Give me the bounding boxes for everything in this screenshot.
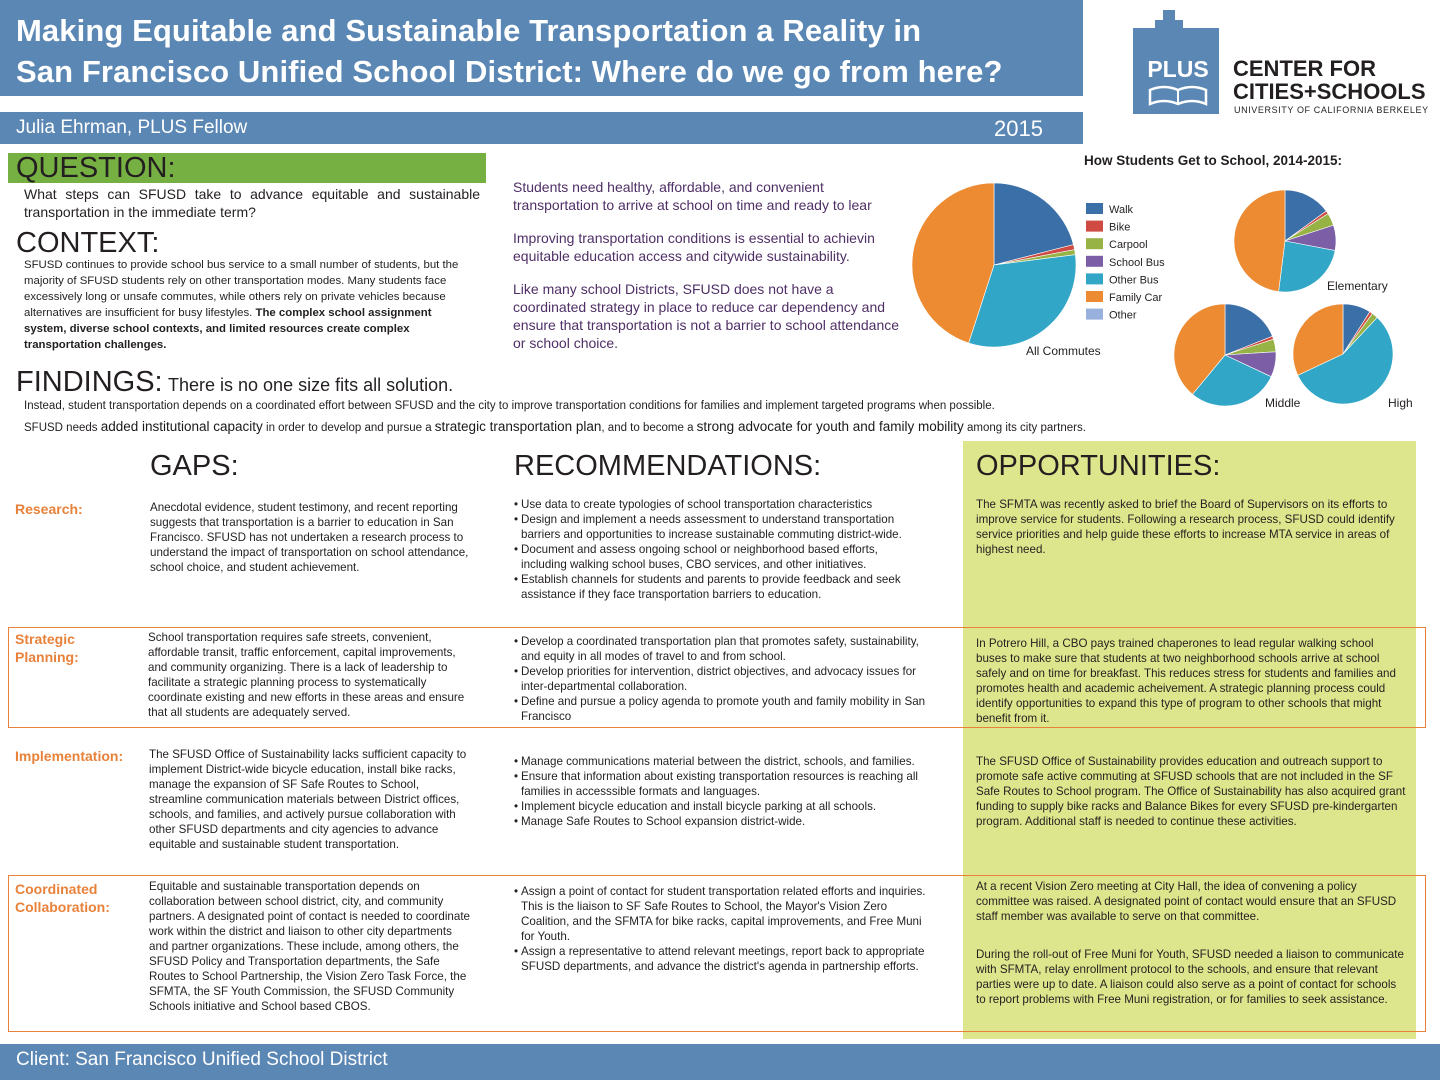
rec-item: • Develop priorities for intervention, district objectives, and advocacy issues for inter-departmental collaboration. xyxy=(514,664,926,694)
legend-label-school-bus: School Bus xyxy=(1109,256,1165,269)
rec-item: • Document and assess ongoing school or neighborhood based efforts, including walking school buses, CBO services, and other initiatives. xyxy=(514,542,926,572)
opp-research: The SFMTA was recently asked to brief the Board of Supervisors on its efforts to improve service for students. Following a research process, SFUSD could identify service priorities and help guide these efforts to increase MTA service in areas of highest need. xyxy=(976,498,1395,556)
findings-emphasis-plan: strategic transportation plan xyxy=(434,419,602,434)
legend-label-other: Other xyxy=(1109,309,1137,322)
legend-label-walk: Walk xyxy=(1109,204,1134,216)
findings-emphasis-advocate: strong advocate for youth and family mobility xyxy=(696,419,964,434)
gap-implementation: The SFUSD Office of Sustainability lacks sufficient capacity to implement District-wide bicycle education, install bike racks, manage the expansion of SF Safe Routes to School, streamline communication materials between District offices, schools, and families, and actively pursue collaboration with other SFUSD departments and city agencies to advance equitable and sustainable student transportation. xyxy=(149,748,467,851)
rec-item: • Ensure that information about existing transportation resources is reaching all families in accesssible formats and languages. xyxy=(514,769,926,799)
recommendations-heading: RECOMMENDATIONS: xyxy=(514,450,822,482)
rec-item: • Use data to create typologies of school transportation characteristics xyxy=(514,497,926,512)
legend-label-family-car: Family Car xyxy=(1109,292,1163,304)
note-health xyxy=(513,178,910,214)
findings-line-2 xyxy=(24,419,1086,434)
findings-text: , and to become a xyxy=(601,422,697,434)
row-label-line: Implementation: xyxy=(15,748,124,764)
row-label-line: Collaboration: xyxy=(15,899,110,915)
row-label-line: Strategic xyxy=(15,631,75,647)
poster-title xyxy=(16,10,1076,92)
findings-text: SFUSD needs xyxy=(24,422,101,434)
logo-name-line-2: CITIES+SCHOOLS xyxy=(1233,79,1426,104)
rec-item: • Establish channels for students and parents to provide feedback and seek assistance if they face transportation barriers to education. xyxy=(514,572,926,602)
legend-label-bike: Bike xyxy=(1109,221,1131,234)
rec-item: • Manage Safe Routes to School expansion district-wide. xyxy=(514,814,926,829)
logo-university: UNIVERSITY OF CALIFORNIA BERKELEY xyxy=(1234,105,1429,115)
row-label-implementation xyxy=(15,747,123,765)
context-body: SFUSD continues to provide school bus service to a small number of students, but the majority of SFUSD students rely on other transportation modes. Many students face excessively long or unsafe commutes, while others rely on private vehicles because alternatives are insufficient for busy lifestyles. xyxy=(24,259,459,319)
legend-label-carpool: Carpool xyxy=(1109,239,1148,252)
legend-swatch-family-car xyxy=(1086,291,1103,302)
opp-coordinated-collaboration-1: At a recent Vision Zero meeting at City Hall, the idea of convening a policy committee was raised. A designated point of contact would ensure that an SFUSD staff member was available to serve on that committee. xyxy=(976,880,1397,923)
gap-research: Anecdotal evidence, student testimony, and recent reporting suggests that transportation is a barrier to education in San Francisco. SFUSD has not undertaken a research process to understand the impact of transportation on school attendance, school choice, and student achievement. xyxy=(150,501,469,574)
rec-item: • Design and implement a needs assessment to understand transportation barriers and opportunities to increase sustainable commuting district-wide. xyxy=(514,512,926,542)
client-name: Client: San Francisco Unified School District xyxy=(16,1049,388,1070)
pie-label-all-commutes: All Commutes xyxy=(1026,344,1101,358)
note-equity-line-2: equitable education access and citywide sustainability. xyxy=(513,248,850,264)
row-label-research xyxy=(15,500,83,518)
chart-title: How Students Get to School, 2014-2015: xyxy=(1084,153,1343,168)
note-strategy: Like many school Districts, SFUSD does not have a coordinated strategy in place to reduce car dependency and ensure that transportation is not a barrier to school attendance or school choice. xyxy=(513,281,900,351)
legend-label-other-bus: Other Bus xyxy=(1109,274,1159,287)
question-heading: QUESTION: xyxy=(16,152,176,184)
pie-label-high: High xyxy=(1388,396,1413,410)
pie-label-elementary: Elementary xyxy=(1327,279,1388,293)
rec-item: • Define and pursue a policy agenda to promote youth and family mobility in San Francisco xyxy=(514,694,926,724)
gaps-heading: GAPS: xyxy=(150,450,239,482)
row-label-line: Planning: xyxy=(15,649,79,665)
pie-slice-family-car xyxy=(1234,190,1285,292)
context-emphasis: The complex school assignment system, diverse school contexts, and limited resources create complex transportation challenges. xyxy=(24,307,432,351)
gap-strategic-planning: School transportation requires safe streets, convenient, affordable transit, traffic enforcement, capital improvements, and community organizing. There is a lack of leadership to facilitate a strategic planning process to systematically coordinate existing and new efforts in these areas and ensure that all students are adequately served. xyxy=(148,631,465,719)
title-line-2: San Francisco Unified School District: Where do we go from here? xyxy=(16,54,1003,89)
opportunities-heading: OPPORTUNITIES: xyxy=(976,450,1221,482)
legend-swatch-carpool xyxy=(1086,238,1103,249)
legend-swatch-walk xyxy=(1086,203,1103,214)
rec-item: • Assign a representative to attend relevant meetings, report back to appropriate SFUSD departments, and advance the district's agenda in partnership efforts. xyxy=(514,944,926,974)
question-text: What steps can SFUSD take to advance equitable and sustainable transportation in the immediate term? xyxy=(24,186,480,220)
recs-coordinated-collaboration xyxy=(514,884,926,974)
findings-heading: FINDINGS: xyxy=(16,366,163,398)
findings-emphasis-capacity: added institutional capacity xyxy=(100,419,263,434)
legend-swatch-other-bus xyxy=(1086,273,1103,284)
recs-strategic-planning xyxy=(514,634,926,724)
row-label-line: Research: xyxy=(15,501,83,517)
note-equity xyxy=(513,229,910,265)
context-heading: CONTEXT: xyxy=(16,227,160,259)
note-health-line-1: Students need healthy, affordable, and convenient xyxy=(513,179,824,195)
opp-coordinated-collaboration-2: During the roll-out of Free Muni for Youth, SFUSD needed a liaison to communicate with SFMTA, relay enrollment protocol to the schools, and ensure that relevant parties were up to date. A liaison could also serve as a point of contact for schools to report problems with Free Muni registration, or for families to seek assistance. xyxy=(976,948,1404,1006)
opp-implementation: The SFUSD Office of Sustainability provides education and outreach support to promote safe active commuting at SFUSD schools that are not included in the SF Safe Routes to School program. The Office of Sustainability has also acquired grant funding to supply bike racks and Balance Bikes for every SFUSD pre-kindergarten program. Additional staff is needed to continue these activities. xyxy=(976,755,1406,828)
logo-mark: PLUS xyxy=(1147,56,1209,82)
poster-year: 2015 xyxy=(994,116,1043,141)
commute-pie-charts xyxy=(900,170,1420,420)
row-label-strategic-planning xyxy=(15,630,79,666)
findings-text: among its city partners. xyxy=(963,422,1086,434)
note-health-line-2: transportation to arrive at school on time and ready to lear xyxy=(513,197,872,213)
recs-research xyxy=(514,497,926,602)
pie-label-middle: Middle xyxy=(1265,396,1301,410)
legend-swatch-school-bus xyxy=(1086,256,1103,267)
context-text xyxy=(24,257,468,353)
rec-item: • Implement bicycle education and install bicycle parking at all schools. xyxy=(514,799,926,814)
logo-name-line-1: CENTER FOR xyxy=(1233,56,1376,81)
findings-text: in order to develop and pursue a xyxy=(262,422,435,434)
findings-line-1: Instead, student transportation depends on a coordinated effort between SFUSD and the city to improve transportation conditions for families and implement targeted programs when possible. xyxy=(24,400,995,412)
row-label-coordinated-collaboration xyxy=(15,880,110,916)
rec-item: • Assign a point of contact for student transportation related efforts and inquiries. This is the liaison to SF Safe Routes to School, the Mayor's Vision Zero Coalition, and the SFMTA for bike racks, capital improvements, and Free Muni for Youth. xyxy=(514,884,926,944)
row-label-line: Coordinated xyxy=(15,881,98,897)
opp-strategic-planning: In Potrero Hill, a CBO pays trained chaperones to lead regular walking school buses to make sure that students at two neighborhood schools arrive at school safely and on time for breakfast. This reduces stress for students and families and promotes health and academic acheivement. A strategic planning process could identify opportunities to expand this type of program to other schools that might benefit from it. xyxy=(976,637,1396,725)
book-icon xyxy=(1146,84,1210,108)
gap-coordinated-collaboration: Equitable and sustainable transportation depends on collaboration between school district, city, and community partners. A designated point of contact is needed to coordinate work within the district and liaison to other city departments and partner organizations. These include, among others, the SFUSD Policy and Transportation departments, the Safe Routes to School Partnership, the Vision Zero Task Force, the SFMTA, the SF Youth Commission, the SFUSD Community Schools initiative and School based CBOS. xyxy=(149,880,470,1013)
legend-swatch-bike xyxy=(1086,221,1103,232)
recs-implementation xyxy=(514,754,926,829)
rec-item: • Develop a coordinated transportation plan that promotes safety, sustainability, and equity in all modes of travel to and from school. xyxy=(514,634,926,664)
legend-swatch-other xyxy=(1086,309,1103,320)
findings-subtitle: There is no one size fits all solution. xyxy=(168,375,454,395)
note-equity-line-1: Improving transportation conditions is essential to achievin xyxy=(513,230,875,246)
rec-item: • Manage communications material between the district, schools, and families. xyxy=(514,754,926,769)
title-line-1: Making Equitable and Sustainable Transportation a Reality in xyxy=(16,13,922,48)
author-name: Julia Ehrman, PLUS Fellow xyxy=(16,117,248,138)
